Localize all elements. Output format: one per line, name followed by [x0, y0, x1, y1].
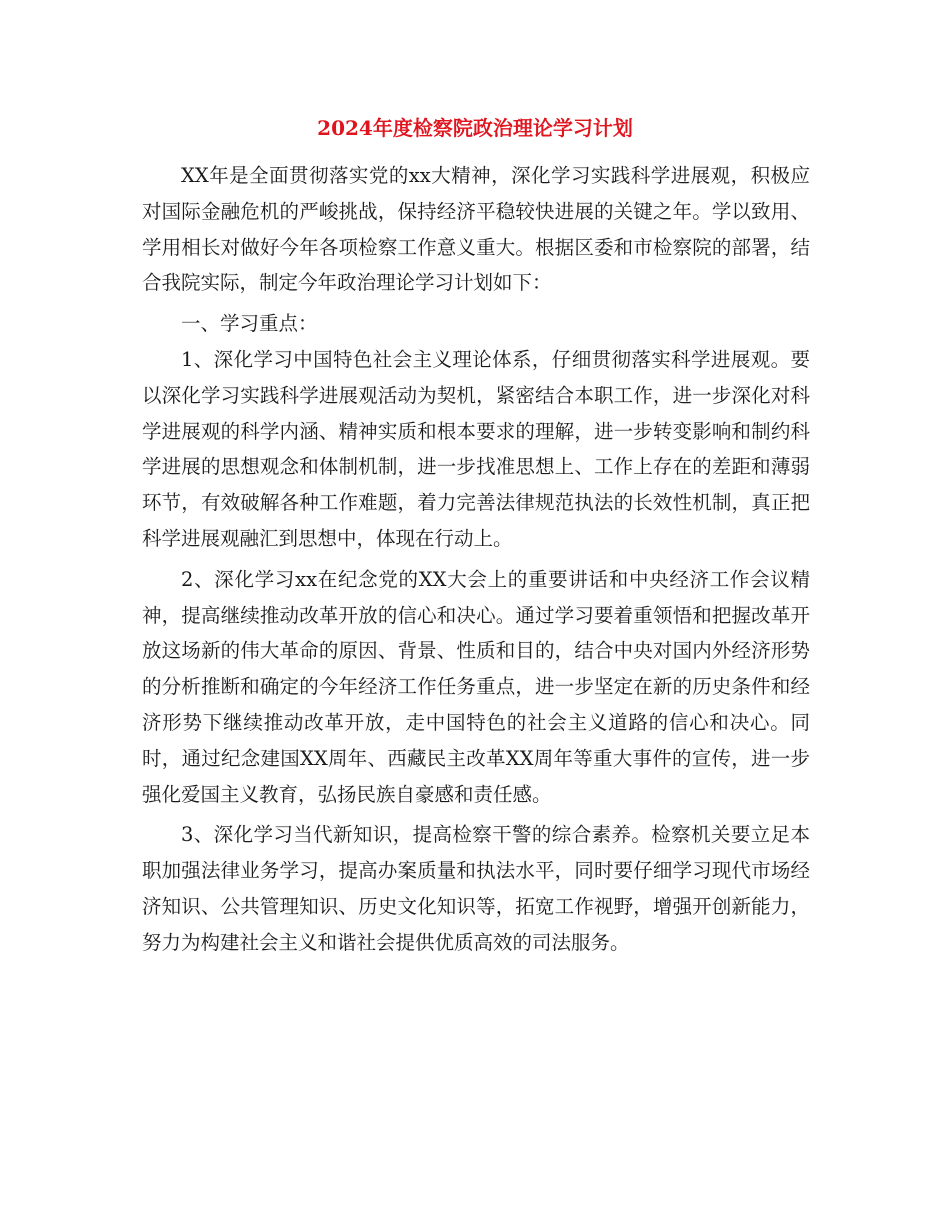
section-heading-study-focus: 一、学习重点： — [181, 312, 318, 336]
document-title: 2024年度检察院政治理论学习计划 — [317, 116, 633, 140]
paragraph-item-2: 2、深化学习xx在纪念党的XX大会上的重要讲话和中央经济工作会议精神，提高继续推动改革开放的信心和决心。通过学习要着重领悟和把握改革开放这场新的伟大革命的原因、背景、性质和目的，结合中央对国内外经济形势的分析推断和确定的今年经济工作任务重点，进一步坚定在新的历史条件和经济形势下继续推动改革开放，走中国特色的社会主义道路的信心和决心。同时，通过纪念建国XX周年、西藏民主改革XX周年等重大事件的宣传，进一步强化爱国主义教育，弘扬民族自豪感和责任感。 — [142, 567, 810, 806]
paragraph-item-3: 3、深化学习当代新知识，提高检察干警的综合素养。检察机关要立足本职加强法律业务学习，提高办案质量和执法水平，同时要仔细学习现代市场经济知识、公共管理知识、历史文化知识等，拓宽工作视野，增强开创新能力，努力为构建社会主义和谐社会提供优质高效的司法服务。 — [142, 823, 810, 954]
document-body — [142, 158, 810, 961]
paragraph-item-1: 1、深化学习中国特色社会主义理论体系，仔细贯彻落实科学进展观。要以深化学习实践科学进展观活动为契机，紧密结合本职工作，进一步深化对科学进展观的科学内涵、精神实质和根本要求的理解，进一步转变影响和制约科学进展的思想观念和体制机制，进一步找准思想上、工作上存在的差距和薄弱环节，有效破解各种工作难题，着力完善法律规范执法的长效性机制，真正把科学进展观融汇到思想中，体现在行动上。 — [142, 347, 810, 550]
paragraph-intro: XX年是全面贯彻落实党的xx大精神，深化学习实践科学进展观，积极应对国际金融危机的严峻挑战，保持经济平稳较快进展的关键之年。学以致用、学用相长对做好今年各项检察工作意义重大。根据区委和市检察院的部署，结合我院实际，制定今年政治理论学习计划如下： — [142, 164, 810, 295]
